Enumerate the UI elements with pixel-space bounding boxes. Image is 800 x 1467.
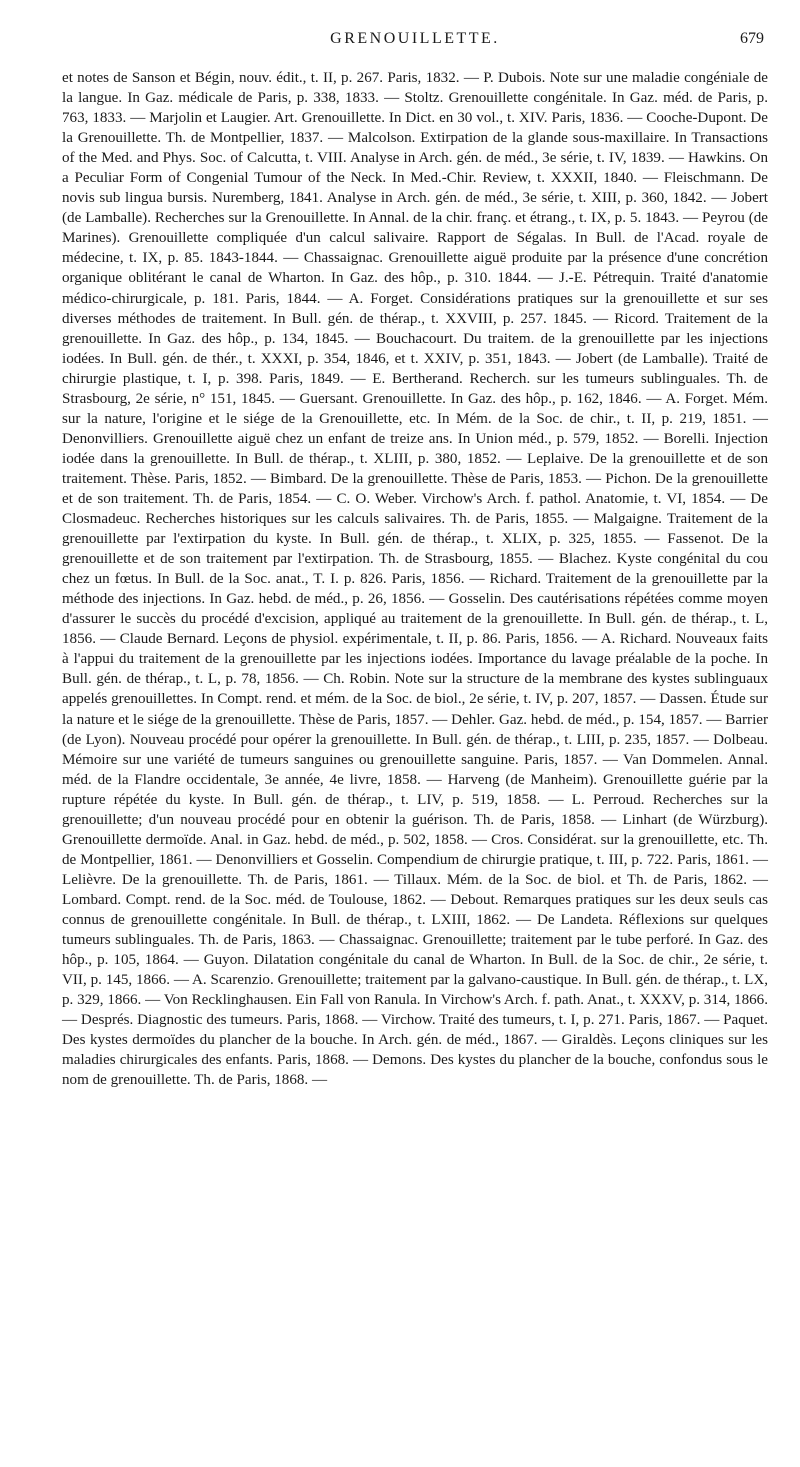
page-header — [62, 30, 768, 54]
bibliography-paragraph: et notes de Sanson et Bégin, nouv. édit., t. II, p. 267. Paris, 1832. — P. Dubois. Note sur une maladie congéniale de la langue. In Gaz. médicale de Paris, p. 338, 1833. — Stoltz. Grenouillette congénitale. In Gaz. méd. de Paris, p. 763, 1833. — Marjolin et Laugier. Art. Grenouillette. In Dict. en 30 vol., t. XIV. Paris, 1836. — Cooche-Dupont. De la Grenouillette. Th. de Montpellier, 1837. — Malcolson. Extirpation de la glande sous-maxillaire. In Transactions of the Med. and Phys. Soc. of Calcutta, t. VIII. Analyse in Arch. gén. de méd., 3e série, t. IV, 1839. — Hawkins. On a Peculiar Form of Congenial Tumour of the Neck. In Med.-Chir. Review, t. XXXII, 1840. — Fleischmann. De novis sub lingua bursis. Nuremberg, 1841. Analyse in Arch. gén. de méd., 3e série, t. XIII, p. 360, 1842. — Jobert (de Lamballe). Recherches sur la Grenouillette. In Annal. de la chir. franç. et étrang., t. IX, p. 5. 1843. — Peyrou (de Marines). Grenouillette compliquée d'un calcul salivaire. Rapport de Ségalas. In Bull. de l'Acad. royale de médecine, t. IX, p. 85. 1843-1844. — Chassaignac. Grenouillette aiguë produite par la présence d'une concrétion organique oblitérant le canal de Wharton. In Gaz. des hôp., p. 310. 1844. — J.-E. Pétrequin. Traité d'anatomie médico-chirurgicale, p. 181. Paris, 1844. — A. Forget. Considérations pratiques sur la grenouillette et sur ses diverses méthodes de traitement. In Bull. gén. de thérap., t. XXVIII, p. 257. 1845. — Ricord. Traitement de la grenouillette. In Gaz. des hôp., p. 134, 1845. — Bouchacourt. Du traitem. de la grenouillette par les injections iodées. In Bull. gén. de thér., t. XXXI, p. 354, 1846, et t. XXIV, p. 351, 1843. — Jobert (de Lamballe). Traité de chirurgie plastique, t. I, p. 398. Paris, 1849. — E. Bertherand. Recherch. sur les tumeurs sublinguales. Th. de Strasbourg, 2e série, n° 151, 1845. — Guersant. Grenouillette. In Gaz. des hôp., p. 162, 1846. — A. Forget. Mém. sur la nature, l'origine et le siége de la Grenouillette, etc. In Mém. de la Soc. de chir., t. II, p. 219, 1851. — Denonvilliers. Grenouillette aiguë chez un enfant de treize ans. In Union méd., p. 579, 1852. — Borelli. Injection iodée dans la grenouillette. In Bull. de thérap., t. XLIII, p. 380, 1852. — Leplaive. De la grenouillette et de son traitement. Thèse. Paris, 1852. — Bimbard. De la grenouillette. Thèse de Paris, 1853. — Pichon. De la grenouillette et de son traitement. Th. de Paris, 1854. — C. O. Weber. Virchow's Arch. f. pathol. Anatomie, t. VI, 1854. — De Closmadeuc. Recherches historiques sur les calculs salivaires. Th. de Paris, 1855. — Malgaigne. Traitement de la grenouillette par l'extirpation du kyste. In Bull. gén. de thérap., t. XLIX, p. 325, 1855. — Fassenot. De la grenouillette et de son traitement par l'extirpation. Th. de Strasbourg, 1855. — Blachez. Kyste congénital du cou chez un fœtus. In Bull. de la Soc. anat., T. I. p. 826. Paris, 1856. — Richard. Traitement de la grenouillette par la méthode des injections. In Gaz. hebd. de méd., p. 26, 1856. — Gosselin. Des cautérisations répétées comme moyen d'assurer le succès du procédé d'excision, appliqué au traitement de la grenouillette. In Bull. gén. de thérap., t. L, 1856. — Claude Bernard. Leçons de physiol. expérimentale, t. II, p. 86. Paris, 1856. — A. Richard. Nouveaux faits à l'appui du traitement de la grenouillette par les injections iodées. Importance du lavage préalable de la poche. In Bull. gén. de thérap., t. L, p. 78, 1856. — Ch. Robin. Note sur la structure de la membrane des kystes sublinguaux appelés grenouillettes. In Compt. rend. et mém. de la Soc. de biol., 2e série, t. IV, p. 207, 1857. — Dassen. Étude sur la nature et le siége de la grenouillette. Thèse de Paris, 1857. — Dehler. Gaz. hebd. de méd., p. 154, 1857. — Barrier (de Lyon). Nouveau procédé pour opérer la grenouillette. In Bull. gén. de thérap., t. LIII, p. 235, 1857. — Dolbeau. Mémoire sur une variété de tumeurs sanguines ou grenouillette sanguine. Paris, 1857. — Van Dommelen. Annal. méd. de la Flandre occidentale, 3e année, 4e livre, 1858. — Harveng (de Manheim). Grenouillette guérie par la rupture répétée du kyste. In Bull. gén. de thérap., t. LIV, p. 519, 1858. — L. Perroud. Recherches sur la grenouillette; d'un nouveau procédé pour en obtenir la guérison. Th. de Paris, 1858. — Linhart (de Würzburg). Grenouillette dermoïde. Anal. in Gaz. hebd. de méd., p. 502, 1858. — Cros. Considérat. sur la grenouillette, etc. Th. de Montpellier, 1861. — Denonvilliers et Gosselin. Compendium de chirurgie pratique, t. III, p. 722. Paris, 1861. — Lelièvre. De la grenouillette. Th. de Paris, 1861. — Tillaux. Mém. de la Soc. de biol. et Th. de Paris, 1862. — Lombard. Compt. rend. de la Soc. méd. de Toulouse, 1862. — Debout. Remarques pratiques sur les deux seuls cas connus de grenouillette congénitale. In Bull. de thérap., t. LXIII, 1862. — De Landeta. Réflexions sur quelques tumeurs sublinguales. Th. de Paris, 1863. — Chassaignac. Grenouillette; traitement par le tube perforé. In Gaz. des hôp., p. 105, 1864. — Guyon. Dilatation congénitale du canal de Wharton. In Bull. de la Soc. de chir., 2e série, t. VII, p. 145, 1866. — A. Scarenzio. Grenouillette; traitement par la galvano-caustique. In Bull. gén. de thérap., t. LX, p. 329, 1866. — Von Recklinghausen. Ein Fall von Ranula. In Virchow's Arch. f. path. Anat., t. XXXV, p. 314, 1866. — Després. Diagnostic des tumeurs. Paris, 1868. — Virchow. Traité des tumeurs, t. I, p. 271. Paris, 1867. — Paquet. Des kystes dermoïdes du plancher de la bouche. In Arch. gén. de méd., 1867. — Giraldès. Leçons cliniques sur les maladies chirurgicales des enfants. Paris, 1868. — Demons. Des kystes du plancher de la bouche, confondus sous le nom de grenouillette. Th. de Paris, 1868. — — [62, 70, 768, 1089]
page-number: 679 — [740, 30, 764, 47]
running-title: GRENOUILLETTE. — [330, 30, 500, 47]
